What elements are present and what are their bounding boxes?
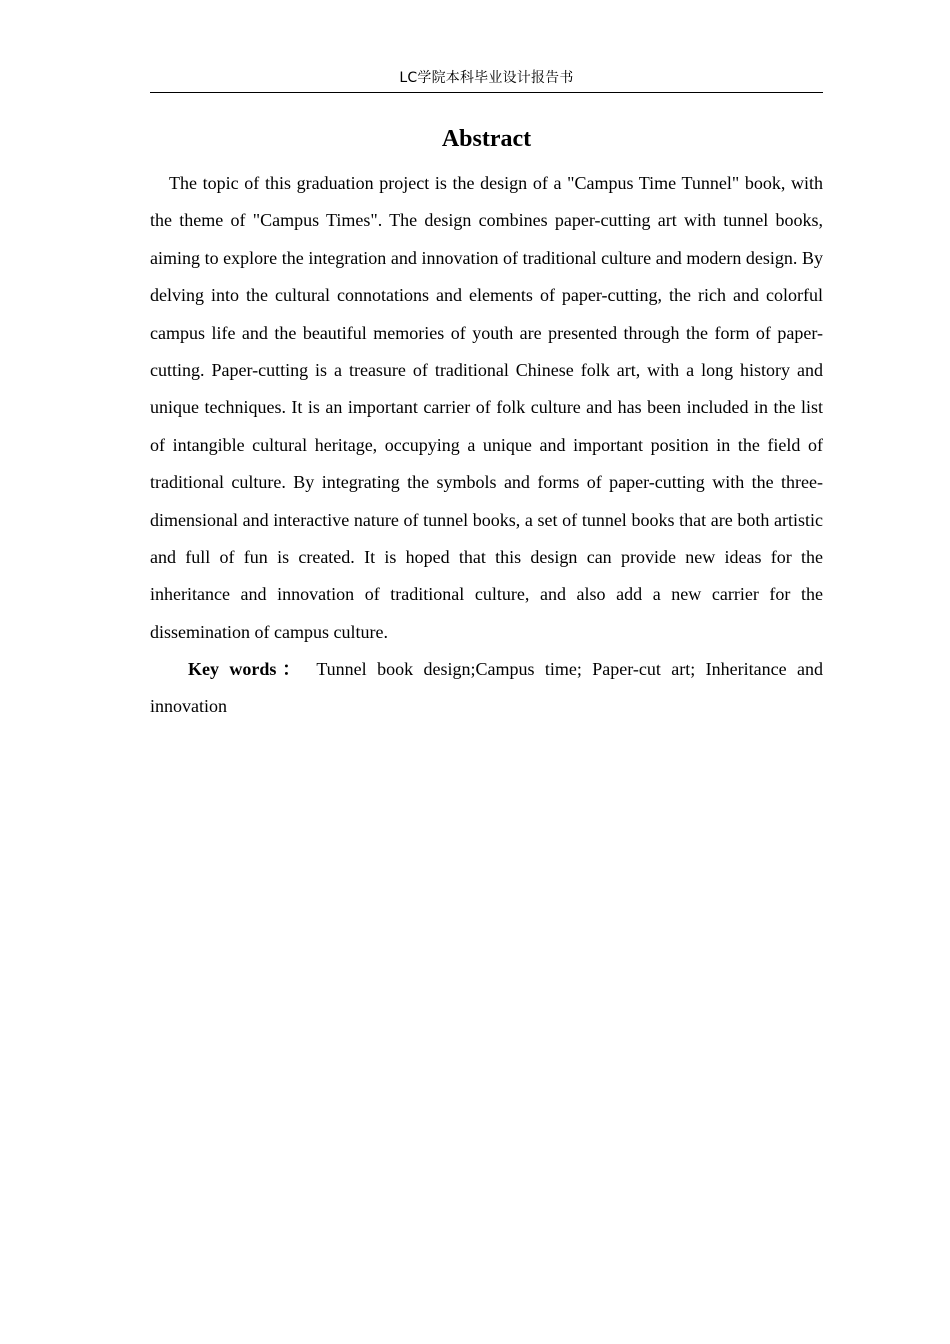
keywords-label: Key words：	[188, 659, 307, 679]
keywords-paragraph	[150, 651, 823, 726]
page-header	[150, 66, 823, 93]
running-title: LC学院本科毕业设计报告书	[399, 70, 574, 86]
abstract-title: Abstract	[441, 126, 532, 152]
abstract-paragraph: The topic of this graduation project is the design of a "Campus Time Tunnel" book, with the theme of "Campus Times". The design combines paper-cutting art with tunnel books, aiming to explore the integration and innovation of traditional culture and modern design. By delving into the cultural connotations and elements of paper-cutting, the rich and colorful campus life and the beautiful memories of youth are presented through the form of paper-cutting. Paper-cutting is a treasure of traditional Chinese folk art, with a long history and unique techniques. It is an important carrier of folk culture and has been included in the list of intangible cultural heritage, occupying a unique and important position in the field of traditional culture. By integrating the symbols and forms of paper-cutting with the three-dimensional and interactive nature of tunnel books, a set of tunnel books that are both artistic and full of fun is created. It is hoped that this design can provide new ideas for the inheritance and innovation of traditional culture, and also add a new carrier for the dissemination of campus culture.	[150, 173, 823, 642]
keywords-text: Tunnel book design;Campus time; Paper-cut art; Inheritance and innovation	[150, 659, 824, 717]
